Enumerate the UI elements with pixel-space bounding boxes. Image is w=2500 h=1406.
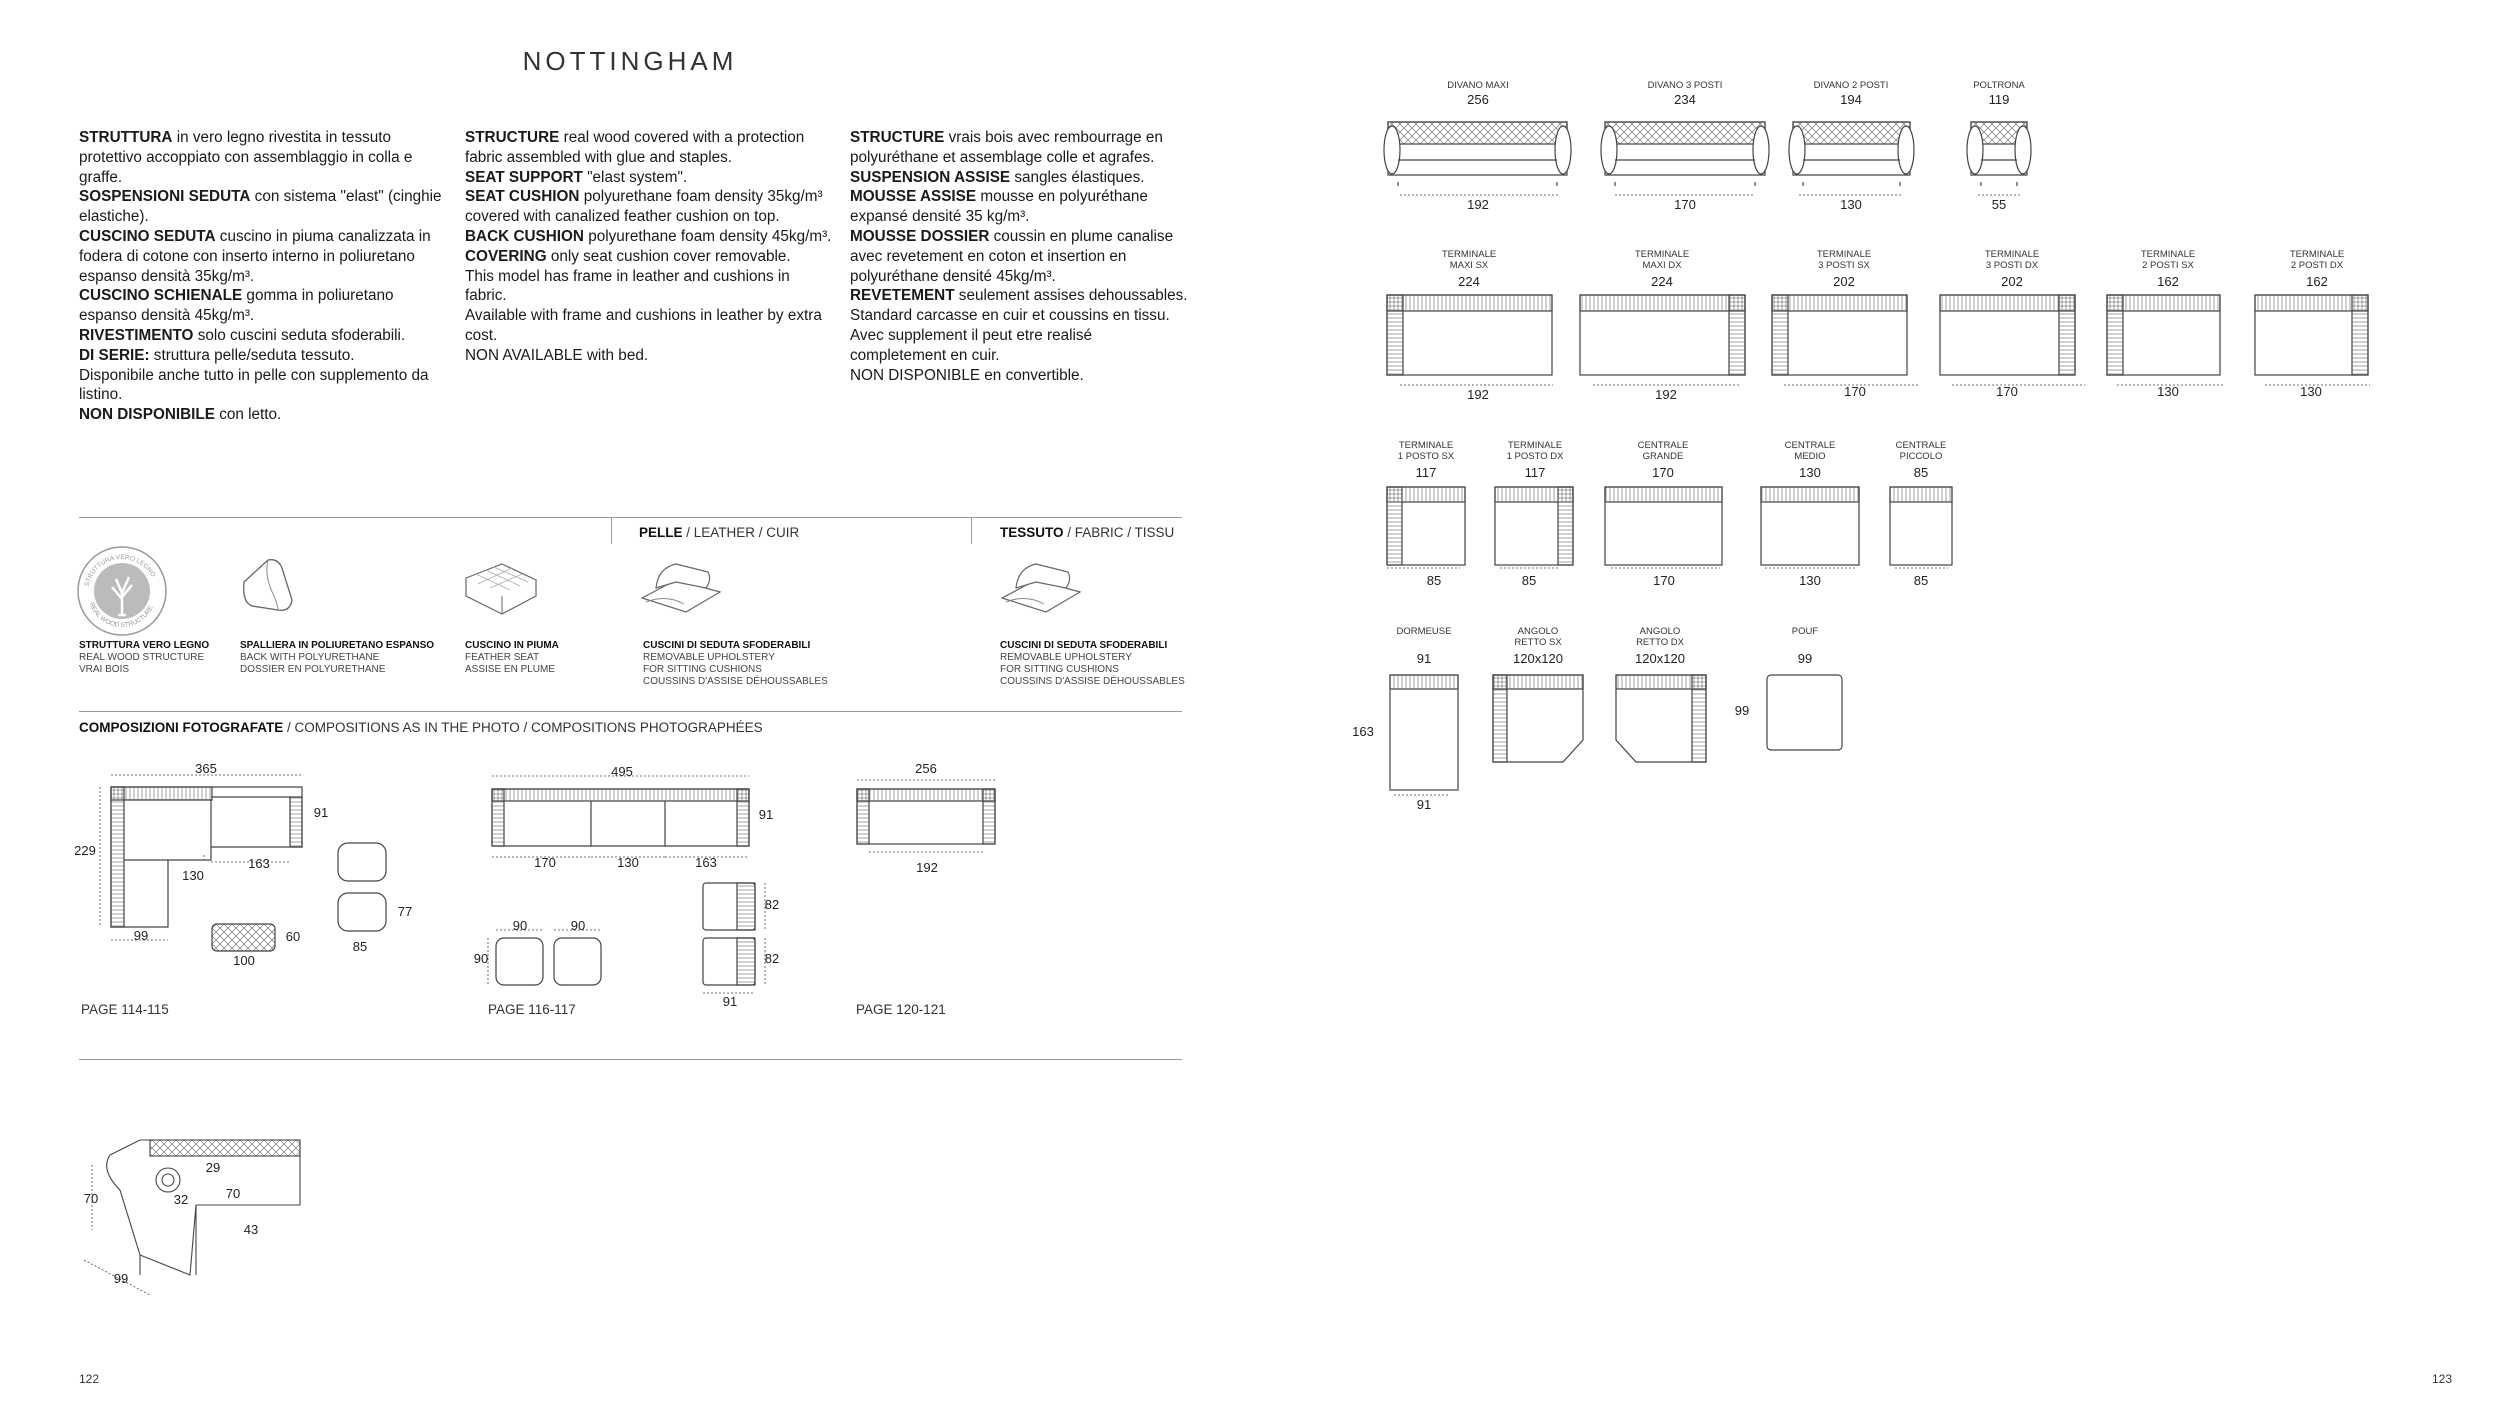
- terminal-maxi-sx-drawing: [1387, 295, 1552, 375]
- terminal-name: TERMINALE 2 POSTI SX: [2140, 249, 2196, 271]
- fabric-heading: TESSUTO / FABRIC / TISSU: [1000, 525, 1175, 540]
- dim-label: 90: [473, 951, 489, 966]
- dim-label: 130: [617, 855, 639, 870]
- desc-line: CUSCINO SCHIENALE gomma in poliuretano espanso densità 45kg/m³.: [79, 287, 394, 325]
- dim-label: 100: [233, 953, 255, 968]
- terminal-inner-width: 130: [2157, 384, 2179, 399]
- desc-line: RIVESTIMENTO solo cuscini seduta sfoderabili.: [79, 326, 406, 344]
- page-title: NOTTINGHAM: [522, 46, 738, 76]
- module-width: 85: [1913, 465, 1929, 480]
- terminal-name: TERMINALE 3 POSTI SX: [1816, 249, 1872, 271]
- dim-label: 91: [313, 805, 329, 820]
- dim-label: 60: [285, 929, 301, 944]
- desc-line: NON DISPONIBILE con letto.: [79, 406, 282, 424]
- dim-label: 82: [764, 897, 780, 912]
- module-centrale-medio-drawing: [1761, 487, 1859, 565]
- dim-label: 82: [764, 951, 780, 966]
- page-reference: PAGE 114-115: [81, 1002, 169, 1017]
- angolo-retto-dx-drawing: [1616, 675, 1706, 762]
- module-inner-width: 85: [1426, 573, 1442, 588]
- terminal-2-posti-dx-drawing: [2255, 295, 2368, 375]
- sofa-width: 256: [1467, 92, 1489, 107]
- page-reference: PAGE 120-121: [856, 1002, 946, 1017]
- sofa-inner-width: 192: [1467, 197, 1489, 212]
- desc-line: Available with frame and cushions in leather by extra cost.: [465, 307, 822, 344]
- terminal-inner-width: 130: [2300, 384, 2322, 399]
- desc-line: SEAT CUSHION polyurethane foam density 35kg/m³ covered with canalized feather cushion on top.: [465, 188, 823, 226]
- module-name: TERMINALE 1 POSTO DX: [1506, 440, 1564, 462]
- feature-caption: CUSCINO IN PIUMA FEATHER SEAT ASSISE EN PLUME: [465, 640, 559, 675]
- module-1-posto-dx-drawing: [1495, 487, 1573, 565]
- page-number-left: 122: [79, 1372, 100, 1386]
- dim-label: 77: [397, 904, 413, 919]
- desc-line: SEAT SUPPORT "elast system".: [465, 168, 688, 186]
- module-width: 117: [1415, 465, 1437, 480]
- feature-caption: SPALLIERA IN POLIURETANO ESPANSO BACK WITH POLYURETHANE DOSSIER EN POLYURETHANE: [240, 640, 435, 675]
- desc-line: STRUCTURE vrais bois avec rembourrage en polyuréthane et assemblage colle et agrafes.: [850, 129, 1163, 166]
- terminal-width: 202: [2001, 274, 2023, 289]
- desc-line: Standard carcasse en cuir et coussins en tissu.: [850, 307, 1170, 325]
- leather-heading: PELLE / LEATHER / CUIR: [639, 525, 800, 540]
- module-name: CENTRALE GRANDE: [1637, 440, 1689, 462]
- dim-label: 43: [243, 1222, 259, 1237]
- dim-label: 130: [182, 868, 204, 883]
- badge-text-bottom: REAL WOOD STRUCTURE: [87, 601, 155, 630]
- sofa-width: 119: [1988, 92, 2010, 107]
- desc-line: SUSPENSION ASSISE sangles élastiques.: [850, 168, 1145, 186]
- sofa-name: DIVANO 2 POSTI: [1813, 80, 1889, 91]
- dim-label: 99: [113, 1271, 129, 1286]
- terminal-width: 162: [2306, 274, 2328, 289]
- extra-name: POUF: [1791, 626, 1819, 637]
- extra-depth: 99: [1734, 703, 1750, 718]
- dim-label: 70: [225, 1186, 241, 1201]
- desc-line: MOUSSE DOSSIER coussin en plume canalise avec revetement en coton et insertion en polyuréthane densité 45kg/m³.: [850, 227, 1174, 285]
- desc-line: NON DISPONIBLE en convertible.: [850, 366, 1084, 384]
- desc-line: Disponibile anche tutto in pelle con supplemento da listino.: [79, 366, 429, 404]
- terminal-width: 224: [1651, 274, 1673, 289]
- sofa-name: DIVANO 3 POSTI: [1647, 80, 1723, 91]
- module-inner-width: 85: [1521, 573, 1537, 588]
- page-number-right: 123: [2432, 1372, 2453, 1386]
- sofa-divano-2-posti-drawing: [1789, 122, 1914, 186]
- dim-label: 256: [915, 761, 937, 776]
- terminal-2-posti-sx-drawing: [2107, 295, 2220, 375]
- desc-line: DI SERIE: struttura pelle/seduta tessuto.: [79, 346, 355, 364]
- module-name: CENTRALE MEDIO: [1784, 440, 1836, 462]
- terminal-3-posti-dx-drawing: [1940, 295, 2075, 375]
- dim-label: 170: [534, 855, 556, 870]
- dim-label: 229: [74, 843, 96, 858]
- sofa-inner-width: 55: [1991, 197, 2007, 212]
- dormeuse-drawing: [1390, 675, 1458, 790]
- extra-width: 120x120: [1635, 651, 1685, 666]
- desc-line: CUSCINO SEDUTA cuscino in piuma canalizzata in fodera di cotone con inserto interno in poliuretano espanso densità 35kg/m³.: [79, 227, 431, 285]
- desc-line: STRUCTURE real wood covered with a protection fabric assembled with glue and staples.: [465, 129, 805, 166]
- module-inner-width: 170: [1653, 573, 1675, 588]
- module-1-posto-sx-drawing: [1387, 487, 1465, 565]
- composition-2-drawing: [492, 789, 755, 985]
- extra-inner-width: 91: [1416, 797, 1432, 812]
- dim-label: 32: [173, 1192, 189, 1207]
- terminal-width: 224: [1458, 274, 1480, 289]
- sofa-divano-3-posti-drawing: [1601, 122, 1769, 186]
- desc-line: COVERING only seat cushion cover removable.: [465, 247, 791, 265]
- sofa-name: POLTRONA: [1973, 80, 2025, 91]
- sofa-divano-maxi-drawing: [1384, 122, 1571, 186]
- desc-line: STRUTTURA in vero legno rivestita in tessuto protettivo accoppiato con assemblaggio in colla e graffe.: [79, 129, 413, 186]
- terminal-inner-width: 170: [1996, 384, 2018, 399]
- module-centrale-grande-drawing: [1605, 487, 1722, 565]
- extra-width: 91: [1416, 651, 1432, 666]
- desc-line: BACK CUSHION polyurethane foam density 45kg/m³.: [465, 227, 832, 245]
- desc-line: SOSPENSIONI SEDUTA con sistema "elast" (cinghie elastiche).: [79, 188, 442, 226]
- desc-line: Avec supplement il peut etre realisé completement en cuir.: [850, 326, 1093, 364]
- dim-label: 163: [248, 856, 270, 871]
- dim-label: 99: [133, 928, 149, 943]
- feature-caption: STRUTTURA VERO LEGNO REAL WOOD STRUCTURE VRAI BOIS: [79, 640, 210, 675]
- terminal-name: TERMINALE 3 POSTI DX: [1984, 249, 2040, 271]
- module-centrale-piccolo-drawing: [1890, 487, 1952, 565]
- sofa-name: DIVANO MAXI: [1447, 80, 1509, 91]
- sofa-inner-width: 170: [1674, 197, 1696, 212]
- sofa-width: 194: [1840, 92, 1862, 107]
- terminal-inner-width: 170: [1844, 384, 1866, 399]
- module-width: 170: [1652, 465, 1674, 480]
- dim-label: 90: [570, 918, 586, 933]
- dim-label: 163: [695, 855, 717, 870]
- terminal-name: TERMINALE MAXI SX: [1441, 249, 1497, 271]
- extra-name: DORMEUSE: [1396, 626, 1452, 637]
- terminal-width: 162: [2157, 274, 2179, 289]
- terminal-width: 202: [1833, 274, 1855, 289]
- sofa-width: 234: [1674, 92, 1696, 107]
- angolo-retto-sx-drawing: [1493, 675, 1583, 762]
- compositions-heading: COMPOSIZIONI FOTOGRAFATE / COMPOSITIONS AS IN THE PHOTO / COMPOSITIONS PHOTOGRAPHÉES: [79, 720, 763, 735]
- page-reference: PAGE 116-117: [488, 1002, 576, 1017]
- dim-label: 85: [352, 939, 368, 954]
- feature-caption: CUSCINI DI SEDUTA SFODERABILI REMOVABLE UPHOLSTERY FOR SITTING CUSHIONS COUSSINS D'ASSISE DÉHOUSSABLES: [643, 640, 828, 687]
- desc-line: This model has frame in leather and cushions in fabric.: [465, 267, 790, 305]
- terminal-inner-width: 192: [1467, 387, 1489, 402]
- terminal-maxi-dx-drawing: [1580, 295, 1745, 375]
- dim-label: 91: [722, 994, 738, 1009]
- desc-line: NON AVAILABLE with bed.: [465, 346, 649, 364]
- terminal-3-posti-sx-drawing: [1772, 295, 1907, 375]
- sofa-poltrona-drawing: [1967, 122, 2031, 186]
- module-inner-width: 130: [1799, 573, 1821, 588]
- dim-label: 70: [83, 1191, 99, 1206]
- extra-name: ANGOLO RETTO DX: [1636, 626, 1684, 648]
- divider: [79, 1059, 1182, 1060]
- desc-line: MOUSSE ASSISE mousse en polyuréthane expansé densité 35 kg/m³.: [850, 188, 1148, 226]
- dim-label: 90: [512, 918, 528, 933]
- sofa-inner-width: 130: [1840, 197, 1862, 212]
- terminal-name: TERMINALE MAXI DX: [1634, 249, 1690, 271]
- extra-name: ANGOLO RETTO SX: [1514, 626, 1562, 648]
- feature-caption: CUSCINI DI SEDUTA SFODERABILI REMOVABLE UPHOLSTERY FOR SITTING CUSHIONS COUSSINS D'ASSISE DÉHOUSSABLES: [1000, 640, 1185, 687]
- extra-width: 120x120: [1513, 651, 1563, 666]
- dim-label: 192: [916, 860, 938, 875]
- pouf-drawing: [1767, 675, 1842, 750]
- extra-depth: 163: [1352, 724, 1374, 739]
- module-width: 130: [1799, 465, 1821, 480]
- extra-width: 99: [1797, 651, 1813, 666]
- module-width: 117: [1524, 465, 1546, 480]
- dim-label: 365: [195, 761, 217, 776]
- composition-3-drawing: [857, 789, 995, 844]
- module-name: CENTRALE PICCOLO: [1895, 440, 1947, 462]
- badge-text-top: STRUTTURA VERO LEGNO: [83, 553, 157, 588]
- dim-label: 91: [758, 807, 774, 822]
- module-name: TERMINALE 1 POSTO SX: [1397, 440, 1455, 462]
- dim-label: 495: [611, 764, 633, 779]
- dim-label: 29: [205, 1160, 221, 1175]
- module-inner-width: 85: [1913, 573, 1929, 588]
- desc-line: REVETEMENT seulement assises dehoussables.: [850, 287, 1188, 305]
- terminal-inner-width: 192: [1655, 387, 1677, 402]
- terminal-name: TERMINALE 2 POSTI DX: [2289, 249, 2345, 271]
